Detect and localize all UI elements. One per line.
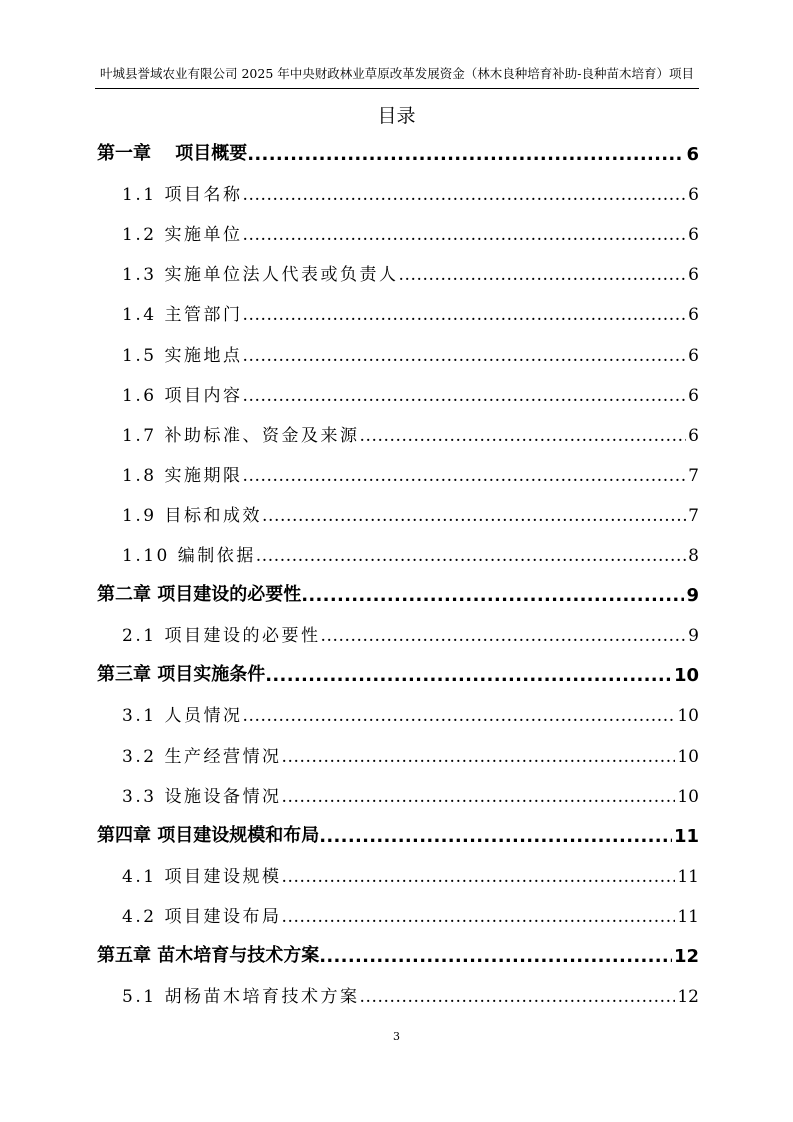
toc-leader-dots bbox=[319, 826, 672, 851]
toc-entry-page: 6 bbox=[688, 265, 699, 286]
toc-entry-label: 第二章 项目建设的必要性 bbox=[97, 584, 302, 606]
toc-entry-label: 3.2 生产经营情况 bbox=[122, 746, 282, 767]
toc-leader-dots bbox=[301, 585, 684, 610]
toc-entry-label: 5.1 胡杨苗木培育技术方案 bbox=[122, 987, 360, 1008]
toc-leader-dots bbox=[398, 265, 686, 289]
toc-leader-dots bbox=[256, 546, 686, 570]
toc-entry-page: 12 bbox=[673, 946, 699, 967]
toc-section-entry[interactable] bbox=[97, 458, 699, 490]
toc-leader-dots bbox=[242, 305, 686, 329]
toc-section-entry[interactable] bbox=[97, 779, 699, 811]
toc-leader-dots bbox=[265, 665, 672, 690]
toc-section-entry[interactable] bbox=[97, 338, 699, 370]
toc-leader-dots bbox=[242, 466, 686, 490]
toc-entry-label: 1.3 实施单位法人代表或负责人 bbox=[122, 265, 399, 286]
toc-entry-label: 第四章 项目建设规模和布局 bbox=[97, 824, 320, 846]
toc-leader-dots bbox=[359, 426, 686, 450]
toc-entry-label: 1.6 项目内容 bbox=[122, 385, 243, 406]
toc-entry-page: 9 bbox=[686, 585, 699, 607]
toc-entry-label: 1.5 实施地点 bbox=[122, 345, 243, 366]
toc-section-entry[interactable] bbox=[97, 618, 699, 650]
toc-leader-dots bbox=[242, 225, 686, 249]
toc-entry-page: 11 bbox=[677, 906, 699, 927]
toc-entry-page: 6 bbox=[688, 385, 699, 406]
toc-entry-label: 4.1 项目建设规模 bbox=[122, 866, 282, 887]
toc-entry-page: 6 bbox=[688, 185, 699, 206]
toc-leader-dots bbox=[242, 185, 686, 209]
toc-leader-dots bbox=[242, 386, 686, 410]
toc-entry-page: 11 bbox=[673, 825, 699, 847]
toc-entry-page: 7 bbox=[688, 505, 699, 526]
toc-leader-dots bbox=[319, 946, 672, 971]
toc-entry-page: 12 bbox=[677, 987, 699, 1008]
toc-entry-label: 第一章 项目概要 bbox=[97, 143, 248, 164]
toc-entry-page: 9 bbox=[688, 626, 699, 647]
toc-entry-label: 3.1 人员情况 bbox=[122, 706, 243, 727]
toc-entry-page: 6 bbox=[688, 225, 699, 246]
toc-leader-dots bbox=[281, 747, 675, 771]
toc-entry-label: 1.2 实施单位 bbox=[122, 225, 243, 246]
toc-entry-page: 8 bbox=[688, 546, 699, 566]
toc-entry-page: 10 bbox=[677, 706, 699, 727]
toc-section-entry[interactable] bbox=[97, 899, 699, 931]
toc-entry-page: 10 bbox=[677, 746, 699, 767]
toc-section-entry[interactable] bbox=[97, 217, 699, 249]
toc-section-entry[interactable] bbox=[97, 297, 699, 329]
toc-entry-page: 6 bbox=[686, 144, 699, 165]
toc-chapter-entry[interactable] bbox=[97, 578, 699, 610]
toc-entry-label: 1.1 项目名称 bbox=[122, 185, 243, 206]
toc-entry-label: 3.3 设施设备情况 bbox=[122, 786, 282, 807]
toc-section-entry[interactable] bbox=[97, 257, 699, 289]
toc-leader-dots bbox=[242, 346, 686, 370]
toc-chapter-entry[interactable] bbox=[97, 658, 699, 690]
toc-section-entry[interactable] bbox=[97, 498, 699, 530]
toc-leader-dots bbox=[242, 706, 675, 730]
toc-entry-label: 1.4 主管部门 bbox=[122, 305, 243, 326]
toc-section-entry[interactable] bbox=[97, 177, 699, 209]
toc-leader-dots bbox=[320, 626, 686, 650]
page-number: 3 bbox=[393, 1030, 400, 1043]
toc-entry-label: 2.1 项目建设的必要性 bbox=[122, 626, 321, 647]
toc-leader-dots bbox=[262, 506, 686, 530]
toc-leader-dots bbox=[281, 907, 675, 931]
toc-chapter-entry[interactable] bbox=[97, 819, 699, 851]
toc-section-entry[interactable] bbox=[97, 979, 699, 1011]
toc-section-entry[interactable] bbox=[97, 698, 699, 730]
toc-entry-label: 1.9 目标和成效 bbox=[122, 505, 262, 526]
header-rule bbox=[95, 88, 699, 89]
toc-entry-page: 7 bbox=[688, 465, 699, 486]
toc-leader-dots bbox=[247, 144, 684, 169]
toc-section-entry[interactable] bbox=[97, 418, 699, 450]
toc-entry-page: 6 bbox=[688, 345, 699, 366]
toc-entry-label: 1.10 编制依据 bbox=[122, 546, 256, 566]
toc-entry-label: 1.7 补助标准、资金及来源 bbox=[122, 425, 360, 446]
toc-chapter-entry[interactable] bbox=[97, 939, 699, 971]
toc-section-entry[interactable] bbox=[97, 859, 699, 891]
toc-title: 目录 bbox=[377, 105, 416, 127]
toc-entry-page: 10 bbox=[677, 786, 699, 807]
toc-leader-dots bbox=[281, 787, 675, 811]
toc-entry-label: 第五章 苗木培育与技术方案 bbox=[97, 945, 320, 966]
toc-entry-page: 11 bbox=[677, 866, 699, 887]
toc-entry-page: 6 bbox=[688, 425, 699, 446]
toc-leader-dots bbox=[281, 867, 675, 891]
toc-section-entry[interactable] bbox=[97, 538, 699, 570]
toc-entry-label: 第三章 项目实施条件 bbox=[97, 664, 266, 686]
toc-leader-dots bbox=[359, 987, 675, 1011]
running-header: 叶城县誉域农业有限公司 2025 年中央财政林业草原改革发展资金（林木良种培育补助-良种苗木培育）项目 bbox=[100, 66, 694, 81]
toc-entry-page: 6 bbox=[688, 305, 699, 326]
toc-entry-label: 4.2 项目建设布局 bbox=[122, 906, 282, 927]
toc-chapter-entry[interactable] bbox=[97, 137, 699, 169]
toc-entry-label: 1.8 实施期限 bbox=[122, 465, 243, 486]
toc-section-entry[interactable] bbox=[97, 378, 699, 410]
toc-section-entry[interactable] bbox=[97, 739, 699, 771]
toc-entry-page: 10 bbox=[673, 665, 699, 687]
